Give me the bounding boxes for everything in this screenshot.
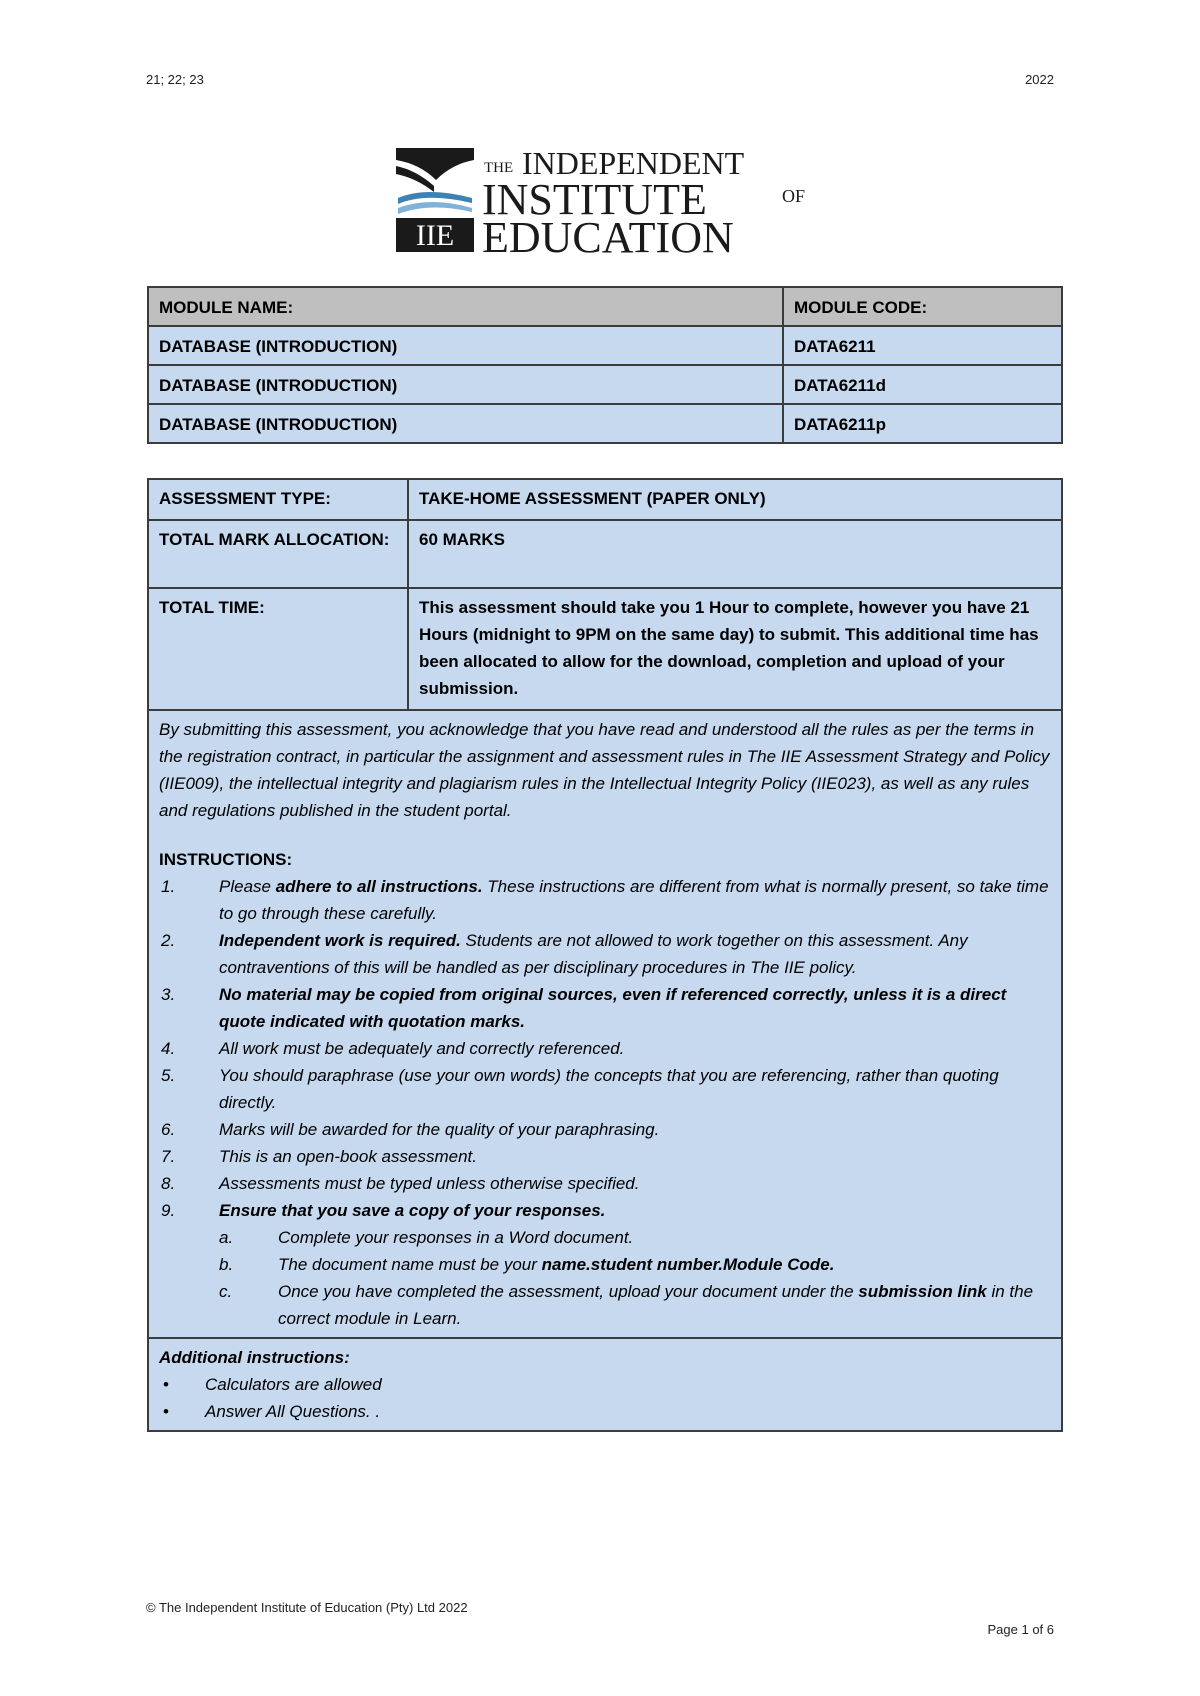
instruction-item: [159, 981, 1051, 1035]
instruction-item-text: Assessments must be typed unless otherwise specified.: [219, 1174, 640, 1193]
list-item: [159, 1371, 1051, 1398]
instruction-item: [159, 927, 1051, 981]
table-row: [148, 404, 1062, 443]
module-name-cell: DATABASE (INTRODUCTION): [148, 365, 783, 404]
sub-instruction-item-number: a.: [219, 1228, 234, 1247]
module-table: [147, 286, 1063, 444]
sub-instruction-item: [219, 1251, 1051, 1278]
assessment-table: [147, 478, 1063, 1432]
instruction-item-number: 4.: [161, 1039, 176, 1058]
module-code-cell: DATA6211p: [783, 404, 1062, 443]
module-name-cell: DATABASE (INTRODUCTION): [148, 404, 783, 443]
instructions-list: [159, 873, 1051, 1332]
sub-instruction-item-number: c.: [219, 1282, 233, 1301]
total-time-value: This assessment should take you 1 Hour to complete, however you have 21 Hours (midnight to 9PM on the same day) to submit. This additional time has been allocated to allow for the download, completion and upload of your submission.: [408, 588, 1062, 710]
iie-logo: [396, 140, 816, 260]
instruction-item-text: Please: [219, 877, 276, 896]
instruction-item: [159, 1116, 1051, 1143]
instruction-item-number: 8.: [161, 1174, 176, 1193]
instruction-item-number: 7.: [161, 1147, 176, 1166]
assessment-type-value: TAKE-HOME ASSESSMENT (PAPER ONLY): [408, 479, 1062, 520]
bullet-icon: •: [163, 1402, 169, 1421]
instruction-item-text: You should paraphrase (use your own words) the concepts that you are referencing, rather than quoting directly.: [219, 1066, 999, 1112]
instructions-title: INSTRUCTIONS:: [159, 850, 293, 869]
sub-instructions-list: [219, 1224, 1051, 1332]
additional-list: [159, 1371, 1051, 1425]
instruction-item-number: 6.: [161, 1120, 176, 1139]
instruction-item-number: 3.: [161, 985, 176, 1004]
sub-instruction-item-text: Complete your responses in a Word document.: [278, 1228, 634, 1247]
header-year: 2022: [1025, 72, 1054, 87]
sub-instruction-item-text: in the correct module in Learn.: [278, 1282, 1034, 1328]
svg-text:THE: THE: [484, 160, 514, 176]
total-time-label: TOTAL TIME:: [148, 588, 408, 710]
instruction-item-text: Marks will be awarded for the quality of your paraphrasing.: [219, 1120, 660, 1139]
page-number: Page 1 of 6: [987, 1622, 1054, 1637]
table-row: [148, 479, 1062, 520]
module-name-cell: DATABASE (INTRODUCTION): [148, 326, 783, 365]
instruction-item-text: No material may be copied from original sources, even if referenced correctly, unless it is a direct quote indicated with quotation marks.: [219, 985, 1007, 1031]
sub-instruction-item-text: The document name must be your: [278, 1255, 542, 1274]
additional-item-text: Answer All Questions. .: [205, 1402, 381, 1421]
additional-item-text: Calculators are allowed: [205, 1375, 382, 1394]
bullet-icon: •: [163, 1375, 169, 1394]
svg-text:INDEPENDENT: INDEPENDENT: [522, 145, 745, 181]
instruction-item-text: adhere to all instructions.: [275, 877, 483, 896]
module-code-header: MODULE CODE:: [783, 287, 1062, 326]
total-mark-value: 60 MARKS: [408, 520, 1062, 588]
assessment-type-label: ASSESSMENT TYPE:: [148, 479, 408, 520]
instruction-item-text: Ensure that you save a copy of your responses.: [219, 1201, 606, 1220]
footer-copyright: © The Independent Institute of Education (Pty) Ltd 2022: [146, 1600, 468, 1615]
sub-instruction-item: [219, 1278, 1051, 1332]
instruction-item-number: 5.: [161, 1066, 176, 1085]
instruction-item-text: Students are not allowed to work together on this assessment. Any contraventions of this will be handled as per disciplinary procedures in The IIE policy.: [219, 931, 968, 977]
header-left-text: 21; 22; 23: [146, 72, 204, 87]
instruction-item: [159, 1035, 1051, 1062]
additional-title: Additional instructions:: [159, 1348, 350, 1367]
svg-text:IIE: IIE: [415, 219, 455, 252]
svg-text:INSTITUTE: INSTITUTE: [482, 175, 707, 224]
instruction-item: [159, 1170, 1051, 1197]
list-item: [159, 1398, 1051, 1425]
instruction-item: [159, 1062, 1051, 1116]
instruction-item: [159, 873, 1051, 927]
table-row: [148, 588, 1062, 710]
instruction-item-number: 2.: [161, 931, 176, 950]
instructions-cell: [148, 710, 1062, 1338]
additional-row: [148, 1338, 1062, 1431]
sub-instruction-item-number: b.: [219, 1255, 234, 1274]
table-row: [148, 326, 1062, 365]
sub-instruction-item: [219, 1224, 1051, 1251]
instruction-item-number: 1.: [161, 877, 176, 896]
module-table-header: [148, 287, 1062, 326]
additional-cell: [148, 1338, 1062, 1431]
svg-text:EDUCATION: EDUCATION: [482, 213, 734, 260]
instruction-item: [159, 1143, 1051, 1170]
table-row: [148, 365, 1062, 404]
module-code-cell: DATA6211: [783, 326, 1062, 365]
instruction-item: [159, 1197, 1051, 1332]
sub-instruction-item-text: name.student number.Module Code.: [541, 1255, 835, 1274]
table-row: [148, 520, 1062, 588]
module-name-header: MODULE NAME:: [148, 287, 783, 326]
module-code-cell: DATA6211d: [783, 365, 1062, 404]
sub-instruction-item-text: submission link: [858, 1282, 987, 1301]
sub-instruction-item-text: Once you have completed the assessment, upload your document under the: [278, 1282, 859, 1301]
total-mark-label: TOTAL MARK ALLOCATION:: [148, 520, 408, 588]
acknowledgement-text: By submitting this assessment, you acknowledge that you have read and understood all the rules as per the terms in the registration contract, in particular the assignment and assessment rules in The IIE Assessment Strategy and Policy (IIE009), the intellectual integrity and plagiarism rules in the Intellectual Integrity Policy (IIE023), as well as any rules and regulations published in the student portal.: [159, 720, 1050, 820]
instruction-item-text: These instructions are different from what is normally present, so take time to go through these carefully.: [219, 877, 1049, 923]
svg-text:OF: OF: [782, 186, 806, 206]
instruction-item-text: All work must be adequately and correctly referenced.: [219, 1039, 625, 1058]
instruction-item-text: This is an open-book assessment.: [219, 1147, 477, 1166]
instructions-row: [148, 710, 1062, 1338]
instruction-item-number: 9.: [161, 1201, 176, 1220]
instruction-item-text: Independent work is required.: [219, 931, 461, 950]
